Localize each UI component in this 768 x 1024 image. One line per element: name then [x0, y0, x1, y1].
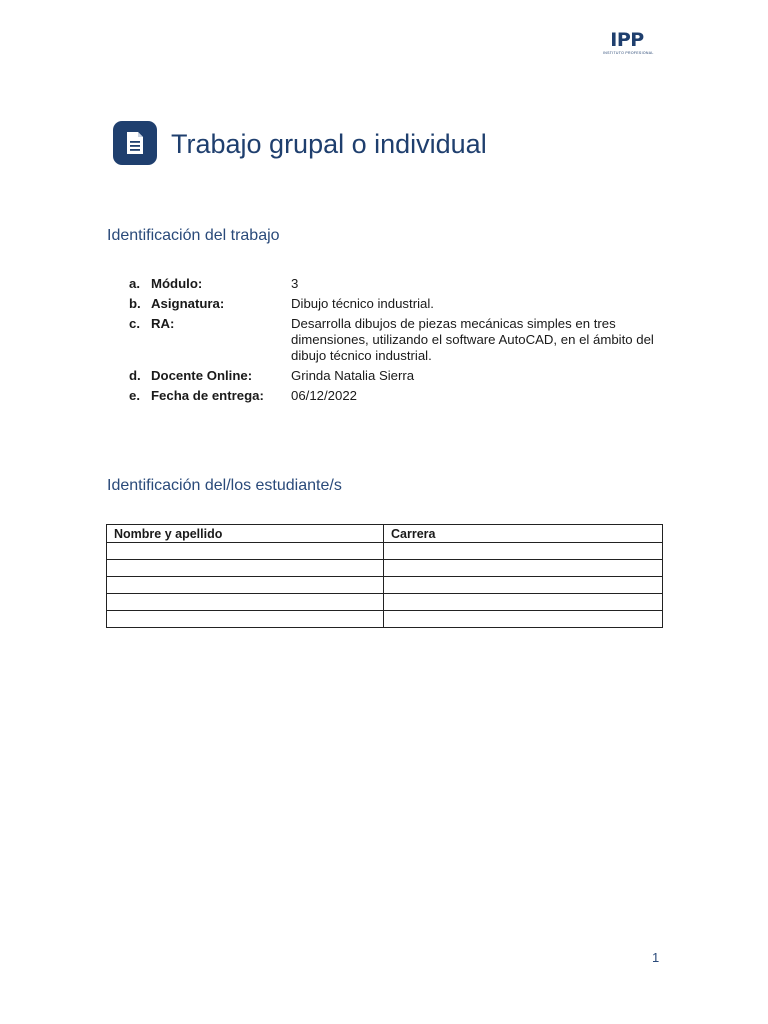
- table-row: [107, 594, 663, 611]
- table-cell[interactable]: [107, 560, 384, 577]
- table-cell[interactable]: [384, 577, 663, 594]
- table-cell[interactable]: [107, 594, 384, 611]
- info-value: Grinda Natalia Sierra: [291, 368, 415, 383]
- table-cell[interactable]: [107, 543, 384, 560]
- info-value: Dibujo técnico industrial.: [291, 296, 434, 311]
- table-cell[interactable]: [384, 611, 663, 628]
- info-label: Docente Online:: [151, 368, 253, 383]
- table-row: [107, 611, 663, 628]
- logo-subtitle: INSTITUTO PROFESIONAL: [603, 51, 654, 55]
- info-value: 06/12/2022: [291, 388, 358, 403]
- info-label: Asignatura:: [151, 296, 225, 311]
- logo-mark: IPP: [610, 29, 644, 51]
- info-row-ra: [129, 316, 669, 364]
- info-label: RA:: [151, 316, 175, 331]
- info-value: 3: [291, 276, 299, 291]
- students-table: [106, 524, 663, 628]
- column-header-name: Nombre y apellido: [107, 525, 384, 543]
- table-cell[interactable]: [107, 611, 384, 628]
- table-cell[interactable]: [384, 543, 663, 560]
- info-label: Módulo:: [151, 276, 203, 291]
- table-cell[interactable]: [384, 560, 663, 577]
- table-cell[interactable]: [107, 577, 384, 594]
- info-letter: a.: [129, 276, 140, 291]
- document-icon: [113, 121, 157, 165]
- section-heading-work: Identificación del trabajo: [107, 227, 280, 244]
- info-letter: c.: [129, 316, 140, 331]
- info-row-subject: [129, 296, 669, 312]
- table-header-row: [107, 525, 663, 543]
- info-letter: e.: [129, 388, 140, 403]
- info-row-module: [129, 276, 669, 292]
- column-header-career: Carrera: [384, 525, 663, 543]
- table-row: [107, 560, 663, 577]
- section-heading-students: Identificación del/los estudiante/s: [107, 477, 342, 494]
- table-cell[interactable]: [384, 594, 663, 611]
- info-value: Desarrolla dibujos de piezas mecánicas simples en tres dimensiones, utilizando el software AutoCAD, en el ámbito del dibujo técnico industrial.: [291, 316, 654, 363]
- work-info-list: [129, 276, 669, 408]
- table-row: [107, 577, 663, 594]
- info-row-teacher: [129, 368, 669, 384]
- table-row: [107, 543, 663, 560]
- info-label: Fecha de entrega:: [151, 388, 264, 403]
- page-number: 1: [652, 950, 660, 965]
- page-title: Trabajo grupal o individual: [171, 129, 487, 159]
- ipp-logo: [603, 29, 654, 56]
- info-row-due-date: [129, 388, 669, 404]
- info-letter: b.: [129, 296, 141, 311]
- info-letter: d.: [129, 368, 141, 383]
